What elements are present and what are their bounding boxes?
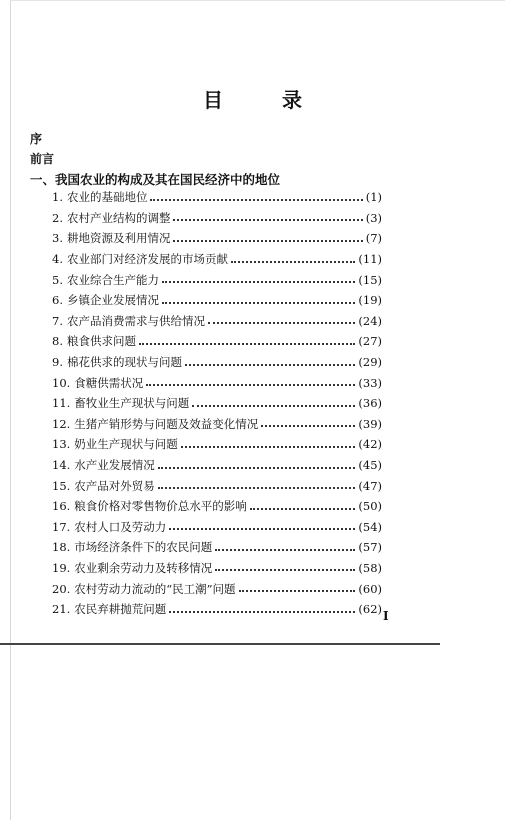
toc-entry-page: (27) [358, 334, 382, 349]
toc-entry-label: 农业的基础地位 [66, 190, 148, 205]
toc-entry-page: (57) [358, 540, 382, 555]
toc-dot-leader [231, 250, 355, 263]
page-left-edge [10, 0, 11, 820]
toc-entry [52, 331, 382, 352]
chapter-heading: 一、我国农业的构成及其在国民经济中的地位 [30, 172, 281, 187]
toc-entry-number: 8. [52, 334, 63, 349]
toc-entry-page: (7) [365, 231, 382, 246]
toc-dot-leader [239, 579, 356, 592]
toc-entry-label: 水产业发展情况 [74, 458, 155, 473]
toc-dot-leader [146, 373, 355, 386]
toc-entry-page: (62) [358, 602, 382, 617]
toc-entry-number: 15. [52, 478, 71, 493]
toc-entry-number: 16. [52, 499, 71, 514]
toc-dot-leader [208, 311, 355, 324]
toc-entry [52, 187, 382, 208]
toc-dot-leader [250, 497, 356, 510]
toc-entry [52, 372, 382, 393]
toc-entry-page: (33) [358, 375, 382, 390]
toc-entry [52, 249, 382, 270]
toc-entry-number: 14. [52, 458, 71, 473]
toc-entry [52, 517, 382, 538]
toc-entry [52, 414, 382, 435]
toc-entry-number: 2. [52, 210, 63, 225]
toc-dot-leader [261, 414, 355, 427]
toc-entry-label: 农村产业结构的调整 [66, 210, 171, 225]
bottom-rule [0, 643, 440, 645]
toc-entry-number: 5. [52, 272, 63, 287]
toc-entry [52, 311, 382, 332]
toc-entry-page: (58) [358, 560, 382, 575]
toc-entry [52, 558, 382, 579]
toc-entry [52, 290, 382, 311]
toc-dot-leader [162, 270, 355, 283]
toc-entry-label: 农村劳动力流动的“民工潮”问题 [74, 581, 236, 596]
toc-dot-leader [173, 208, 362, 221]
toc-entry-label: 畜牧业生产现状与问题 [74, 396, 190, 411]
toc-entry-number: 7. [52, 313, 63, 328]
toc-entry-number: 12. [52, 416, 71, 431]
toc-dot-leader [215, 538, 355, 551]
toc-entry-label: 乡镇企业发展情况 [66, 293, 159, 308]
toc-entry-number: 9. [52, 355, 63, 370]
toc-entry-number: 4. [52, 252, 63, 267]
front-matter-preface: 序 [30, 132, 43, 146]
toc-dot-leader [158, 476, 356, 489]
toc-dot-leader [150, 188, 362, 201]
toc-dot-leader [169, 517, 355, 530]
toc-entry [52, 434, 382, 455]
toc-dot-leader [162, 291, 355, 304]
toc-entry [52, 393, 382, 414]
toc-entry [52, 208, 382, 229]
toc-entry [52, 578, 382, 599]
toc-entry-number: 3. [52, 231, 63, 246]
toc-entry-page: (29) [358, 355, 382, 370]
toc-entry-page: (15) [358, 272, 382, 287]
toc-entry-number: 10. [52, 375, 71, 390]
toc-entry-page: (1) [365, 190, 382, 205]
toc-list [52, 187, 382, 619]
toc-dot-leader [158, 456, 356, 469]
toc-entry-page: (11) [358, 252, 382, 267]
toc-entry-page: (50) [358, 499, 382, 514]
toc-entry-page: (3) [365, 210, 382, 225]
toc-entry-page: (47) [358, 478, 382, 493]
toc-entry-page: (42) [358, 437, 382, 452]
toc-dot-leader [192, 394, 355, 407]
toc-dot-leader [185, 353, 355, 366]
toc-entry [52, 455, 382, 476]
toc-entry-label: 农民弃耕抛荒问题 [74, 602, 167, 617]
toc-entry-label: 棉花供求的现状与问题 [66, 355, 182, 370]
toc-entry-number: 1. [52, 190, 63, 205]
toc-entry-label: 粮食供求问题 [66, 334, 136, 349]
toc-entry [52, 352, 382, 373]
page-folio: I [383, 609, 389, 623]
toc-entry-page: (45) [358, 458, 382, 473]
toc-entry-label: 农村人口及劳动力 [74, 519, 167, 534]
toc-entry [52, 269, 382, 290]
toc-entry-page: (19) [358, 293, 382, 308]
toc-entry [52, 537, 382, 558]
toc-dot-leader [139, 332, 355, 345]
toc-entry-label: 市场经济条件下的农民问题 [74, 540, 213, 555]
toc-dot-leader [169, 600, 355, 613]
toc-entry-page: (39) [358, 416, 382, 431]
toc-entry-page: (24) [358, 313, 382, 328]
toc-entry-label: 粮食价格对零售物价总水平的影响 [74, 499, 247, 514]
toc-entry [52, 496, 382, 517]
toc-entry-page: (54) [358, 519, 382, 534]
toc-entry-number: 18. [52, 540, 71, 555]
toc-entry-number: 20. [52, 581, 71, 596]
toc-entry-label: 农业部门对经济发展的市场贡献 [66, 252, 228, 267]
toc-entry [52, 475, 382, 496]
toc-entry-page: (36) [358, 396, 382, 411]
toc-entry-label: 农产品对外贸易 [74, 478, 155, 493]
toc-entry [52, 228, 382, 249]
toc-entry-number: 6. [52, 293, 63, 308]
toc-entry-number: 17. [52, 519, 71, 534]
toc-entry-label: 奶业生产现状与问题 [74, 437, 178, 452]
toc-dot-leader [215, 558, 355, 571]
toc-entry-number: 11. [52, 396, 71, 411]
toc-entry-page: (60) [358, 581, 382, 596]
toc-entry-label: 农产品消费需求与供给情况 [66, 313, 205, 328]
toc-entry [52, 599, 382, 620]
toc-entry-label: 生猪产销形势与问题及效益变化情况 [74, 416, 259, 431]
toc-entry-number: 21. [52, 602, 71, 617]
toc-dot-leader [181, 435, 356, 448]
toc-entry-label: 农业剩余劳动力及转移情况 [74, 560, 213, 575]
toc-entry-label: 农业综合生产能力 [66, 272, 159, 287]
toc-entry-number: 19. [52, 560, 71, 575]
toc-entry-label: 耕地资源及利用情况 [66, 231, 171, 246]
page-title: 目 录 [203, 88, 328, 112]
toc-entry-number: 13. [52, 437, 71, 452]
front-matter-foreword: 前言 [30, 152, 55, 166]
toc-dot-leader [173, 229, 362, 242]
toc-entry-label: 食糖供需状况 [74, 375, 144, 390]
page-top-edge [10, 0, 505, 1]
